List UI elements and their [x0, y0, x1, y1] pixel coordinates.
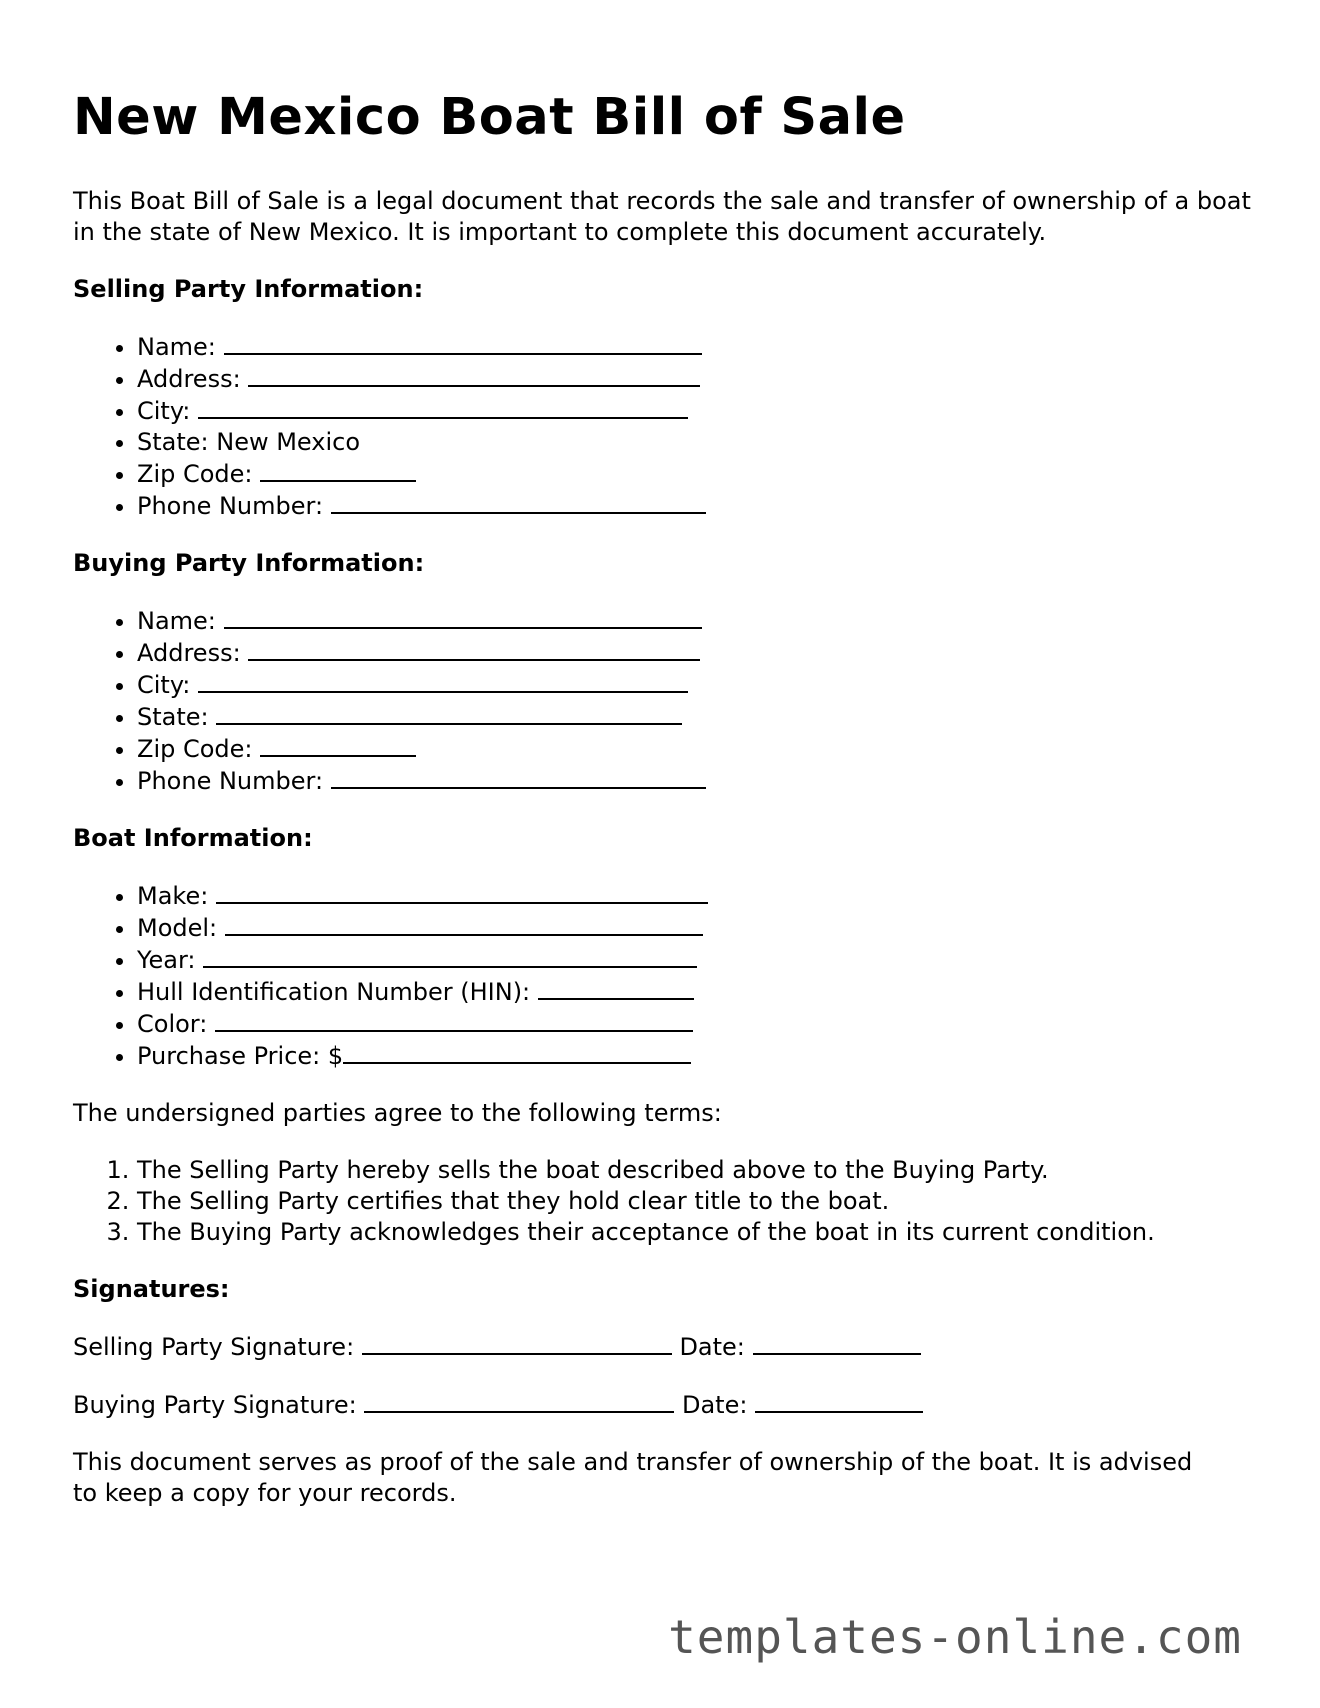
list-item	[137, 944, 1273, 976]
boat-hin-blank[interactable]	[538, 976, 694, 1000]
seller-address-blank[interactable]	[248, 363, 700, 387]
boat-year-blank[interactable]	[203, 944, 697, 968]
list-item	[137, 363, 1273, 395]
seller-zip-label: Zip Code:	[137, 460, 253, 488]
list-item: 1. The Selling Party hereby sells the boat described above to the Buying Party.	[137, 1155, 1273, 1186]
boat-year-label: Year:	[137, 946, 196, 974]
seller-date-blank[interactable]	[753, 1331, 921, 1355]
seller-zip-blank[interactable]	[260, 458, 416, 482]
list-item	[137, 733, 1273, 765]
buying-party-list	[73, 605, 1273, 797]
buyer-zip-label: Zip Code:	[137, 735, 253, 763]
seller-name-label: Name:	[137, 333, 216, 361]
seller-signature-blank[interactable]	[362, 1331, 672, 1355]
boat-hin-label: Hull Identification Number (HIN):	[137, 978, 531, 1006]
buyer-state-label: State:	[137, 703, 209, 731]
list-item	[137, 701, 1273, 733]
buyer-date-blank[interactable]	[755, 1389, 923, 1413]
list-item	[137, 458, 1273, 490]
document-page	[73, 88, 1273, 1535]
boat-info-list	[73, 880, 1273, 1072]
list-item	[137, 976, 1273, 1008]
seller-date-label: Date:	[679, 1333, 745, 1361]
seller-city-label: City:	[137, 397, 191, 425]
buyer-signature-label: Buying Party Signature:	[73, 1391, 357, 1419]
seller-signature-label: Selling Party Signature:	[73, 1333, 355, 1361]
list-item	[137, 765, 1273, 797]
boat-price-label: Purchase Price: $	[137, 1042, 344, 1070]
boat-info-heading: Boat Information:	[73, 824, 313, 852]
buyer-city-blank[interactable]	[198, 669, 688, 693]
seller-address-label: Address:	[137, 365, 241, 393]
intro-paragraph: This Boat Bill of Sale is a legal document that records the sale and transfer of ownership of a boat in the state of New Mexico. It is important to complete this document accurately.	[73, 187, 1251, 246]
list-item	[137, 637, 1273, 669]
buyer-signature-blank[interactable]	[364, 1389, 674, 1413]
list-item	[137, 912, 1273, 944]
list-item	[137, 669, 1273, 701]
signatures-heading: Signatures:	[73, 1275, 230, 1303]
seller-phone-label: Phone Number:	[137, 492, 324, 520]
list-item: 3. The Buying Party acknowledges their acceptance of the boat in its current condition.	[137, 1217, 1273, 1248]
selling-party-list	[73, 331, 1273, 522]
buying-party-heading: Buying Party Information:	[73, 549, 425, 577]
buyer-state-blank[interactable]	[216, 701, 682, 725]
closing-paragraph: This document serves as proof of the sale and transfer of ownership of the boat. It is advised to keep a copy for your records.	[73, 1448, 1193, 1507]
seller-signature-line	[73, 1331, 1273, 1363]
buyer-phone-blank[interactable]	[331, 765, 706, 789]
boat-model-label: Model:	[137, 914, 218, 942]
buyer-phone-label: Phone Number:	[137, 767, 324, 795]
boat-color-label: Color:	[137, 1010, 208, 1038]
buyer-address-blank[interactable]	[248, 637, 700, 661]
list-item: 2. The Selling Party certifies that they hold clear title to the boat.	[137, 1186, 1273, 1217]
buyer-city-label: City:	[137, 671, 191, 699]
buyer-address-label: Address:	[137, 639, 241, 667]
buyer-signature-line	[73, 1389, 1273, 1421]
terms-list	[73, 1155, 1273, 1248]
boat-price-blank[interactable]	[343, 1040, 691, 1064]
list-item	[137, 427, 1273, 458]
buyer-zip-blank[interactable]	[260, 733, 416, 757]
list-item	[137, 880, 1273, 912]
document-title: New Mexico Boat Bill of Sale	[73, 88, 906, 147]
list-item	[137, 395, 1273, 427]
boat-model-blank[interactable]	[225, 912, 703, 936]
seller-name-blank[interactable]	[224, 331, 702, 355]
selling-party-heading: Selling Party Information:	[73, 275, 424, 303]
watermark: templates-online.com	[668, 1610, 1242, 1664]
seller-city-blank[interactable]	[198, 395, 688, 419]
boat-make-label: Make:	[137, 882, 209, 910]
list-item	[137, 605, 1273, 637]
list-item	[137, 331, 1273, 363]
boat-color-blank[interactable]	[215, 1008, 693, 1032]
buyer-name-label: Name:	[137, 607, 216, 635]
list-item	[137, 1040, 1273, 1072]
list-item	[137, 1008, 1273, 1040]
boat-make-blank[interactable]	[216, 880, 708, 904]
list-item	[137, 490, 1273, 522]
seller-phone-blank[interactable]	[331, 490, 706, 514]
buyer-date-label: Date:	[681, 1391, 748, 1419]
buyer-name-blank[interactable]	[224, 605, 702, 629]
terms-lead: The undersigned parties agree to the following terms:	[73, 1099, 722, 1127]
seller-state-label: State: New Mexico	[137, 428, 361, 456]
